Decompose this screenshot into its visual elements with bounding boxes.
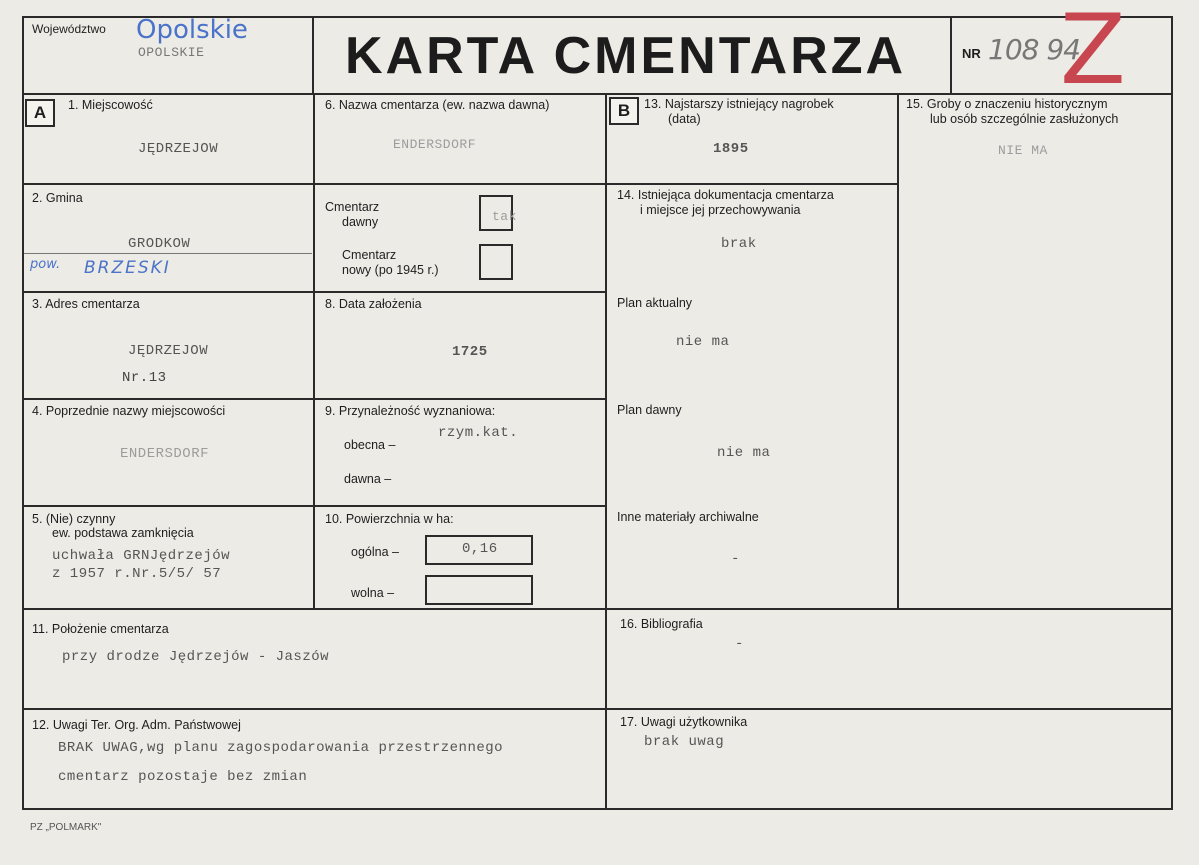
- col-sep-a: [313, 93, 315, 608]
- section-a-marker: A: [25, 99, 55, 127]
- field-5-value-line1: uchwała GRNJędrzejów: [52, 548, 231, 564]
- field-7-old-line1: Cmentarz: [325, 200, 380, 214]
- row-line-3: [22, 398, 607, 400]
- red-z-mark: Z: [1060, 0, 1126, 106]
- printer-imprint: PZ „POLMARK": [30, 822, 102, 833]
- header-sep-2: [950, 16, 952, 95]
- frame-bottom: [22, 808, 1173, 810]
- field-12-value-line2: cmentarz pozostaje bez zmian: [58, 769, 308, 785]
- new-cemetery-checkbox: [479, 244, 513, 280]
- header-divider: [22, 93, 1173, 95]
- field-13-label-line1: 13. Najstarszy istniejący nagrobek: [644, 97, 834, 111]
- row-line-b1: [607, 183, 899, 185]
- field-17-value: brak uwag: [644, 734, 725, 750]
- other-archive-value: -: [731, 551, 740, 567]
- field-2-label: 2. Gmina: [32, 191, 83, 205]
- field-13-label-line2: (data): [668, 112, 701, 126]
- field-3-value-line1: JĘDRZEJOW: [128, 343, 209, 359]
- frame-left: [22, 16, 24, 810]
- field-3-label: 3. Adres cmentarza: [32, 297, 140, 311]
- field-9-current-label: obecna –: [344, 438, 396, 452]
- powiat-prefix: pow.: [30, 257, 61, 272]
- row-line-4: [22, 505, 607, 507]
- field-6-value: ENDERSDORF: [393, 137, 477, 152]
- field-9-current-value: rzym.kat.: [438, 425, 519, 441]
- field-11-value: przy drodze Jędrzejów - Jaszów: [62, 649, 330, 665]
- field-10-total-value: 0,16: [462, 541, 498, 557]
- row-line-1: [22, 183, 607, 185]
- field-7-new-line1: Cmentarz: [342, 248, 397, 262]
- field-8-label: 8. Data założenia: [325, 297, 422, 311]
- card-title: KARTA CMENTARZA: [345, 27, 907, 85]
- field-12-label: 12. Uwagi Ter. Org. Adm. Państwowej: [32, 718, 241, 732]
- field-9-former-label: dawna –: [344, 472, 392, 486]
- nr-label: NR: [962, 46, 981, 61]
- header-sep-1: [312, 16, 314, 95]
- field-15-value: NIE MA: [998, 143, 1048, 158]
- plan-current-value: nie ma: [676, 334, 730, 350]
- plan-former-value: nie ma: [717, 445, 771, 461]
- plan-current-label: Plan aktualny: [617, 296, 693, 310]
- row-line-6: [22, 708, 1173, 710]
- voivodeship-handwritten: Opolskie: [136, 15, 248, 45]
- field-12-value-line1: BRAK UWAG,wg planu zagospodarowania przestrzennego: [58, 740, 504, 756]
- row-line-5: [22, 608, 1173, 610]
- col-sep-c: [897, 93, 899, 608]
- field-14-label-line1: 14. Istniejąca dokumentacja cmentarza: [617, 188, 834, 202]
- field-13-value: 1895: [713, 141, 749, 157]
- field-17-label: 17. Uwagi użytkownika: [620, 715, 748, 729]
- frame-right: [1171, 16, 1173, 810]
- field-2-value: GRODKOW: [128, 236, 191, 252]
- field-14-label-line2: i miejsce jej przechowywania: [640, 203, 801, 217]
- field-10-free-label: wolna –: [351, 586, 395, 600]
- field-5-label-line2: ew. podstawa zamknięcia: [52, 526, 194, 540]
- plan-former-label: Plan dawny: [617, 403, 682, 417]
- field-16-value: -: [735, 636, 744, 652]
- section-b-marker: B: [609, 97, 639, 125]
- powiat-value: BRZESKI: [84, 258, 171, 278]
- col-sep-b: [605, 93, 607, 810]
- free-area-box: [425, 575, 533, 605]
- other-archive-label: Inne materiały archiwalne: [617, 510, 759, 524]
- gmina-underline: [24, 253, 312, 254]
- field-1-value: JĘDRZEJOW: [138, 141, 219, 157]
- field-5-label-line1: 5. (Nie) czynny: [32, 512, 116, 526]
- voivodeship-label: Województwo: [32, 22, 106, 36]
- row-line-2: [22, 291, 607, 293]
- field-1-label: 1. Miejscowość: [68, 98, 153, 112]
- field-9-label: 9. Przynależność wyznaniowa:: [325, 404, 496, 418]
- field-10-total-label: ogólna –: [351, 545, 399, 559]
- field-10-label: 10. Powierzchnia w ha:: [325, 512, 454, 526]
- field-16-label: 16. Bibliografia: [620, 617, 703, 631]
- field-3-value-line2: Nr.13: [122, 370, 167, 386]
- field-7-new-line2: nowy (po 1945 r.): [342, 263, 439, 277]
- field-4-label: 4. Poprzednie nazwy miejscowości: [32, 404, 226, 418]
- field-6-label: 6. Nazwa cmentarza (ew. nazwa dawna): [325, 98, 550, 112]
- field-11-label: 11. Położenie cmentarza: [32, 622, 169, 636]
- field-15-label-line1: 15. Groby o znaczeniu historycznym: [906, 97, 1108, 111]
- voivodeship-typed: OPOLSKIE: [138, 45, 205, 60]
- field-15-label-line2: lub osób szczególnie zasłużonych: [930, 112, 1119, 126]
- field-5-value-line2: z 1957 r.Nr.5/5/ 57: [52, 566, 222, 582]
- nr-value: 108 94: [988, 33, 1080, 66]
- field-14-value: brak: [721, 236, 757, 252]
- field-4-value: ENDERSDORF: [120, 446, 210, 462]
- field-8-value: 1725: [452, 344, 488, 360]
- field-7-old-line2: dawny: [342, 215, 379, 229]
- old-cemetery-value: tak: [492, 209, 517, 224]
